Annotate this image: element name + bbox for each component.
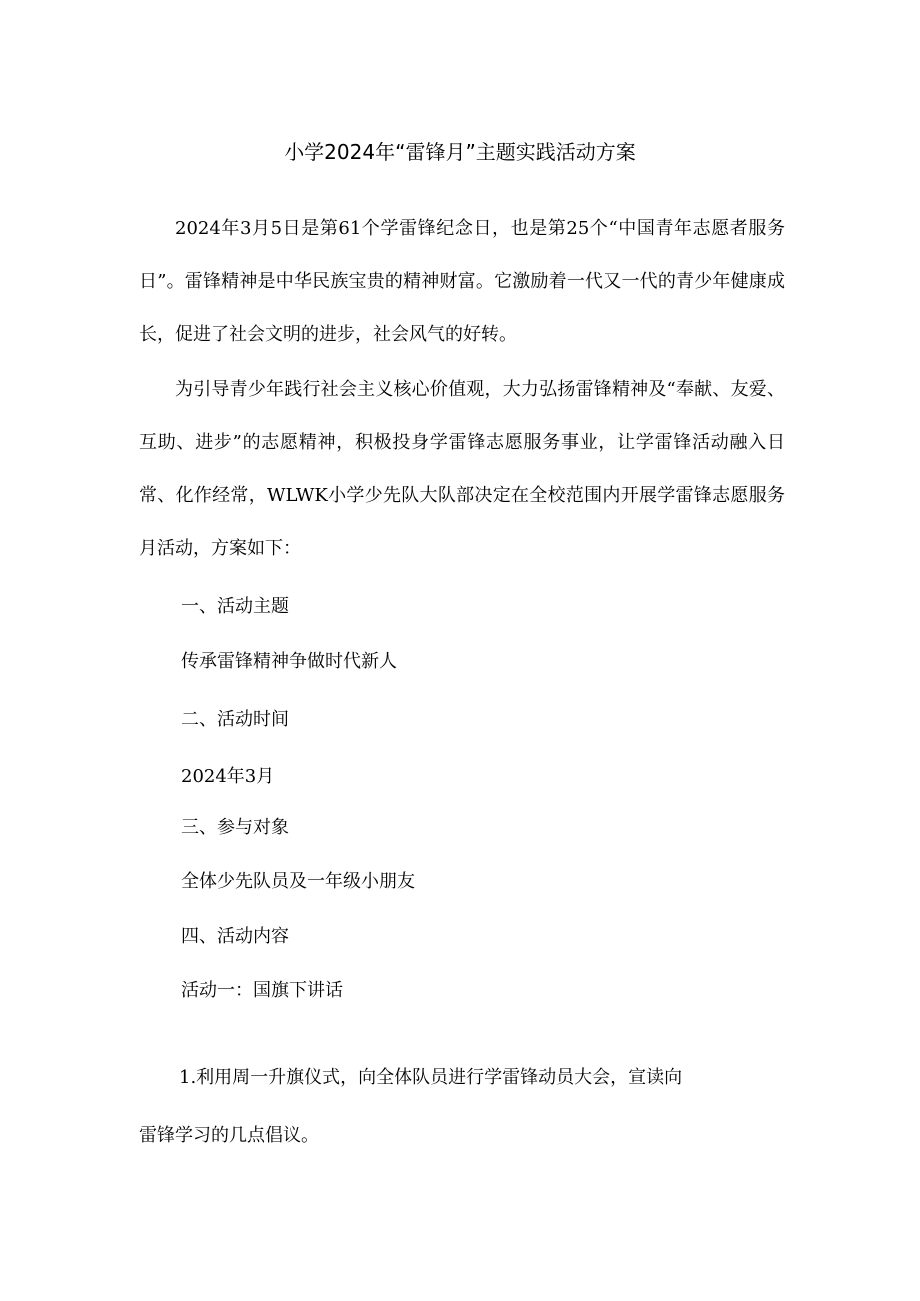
purpose-paragraph: 为引导青少年践行社会主义核心价值观，大力弘扬雷锋精神及“奉献、友爱、互助、进步”的志愿精神，积极投身学雷锋志愿服务事业，让学雷锋活动融入日常、化作经常，WLWK小学少先队大队部决定在全校范围内开展学雷锋志愿服务月活动，方案如下： [139,379,785,559]
section-content-activity-one: 活动一：国旗下讲话 [181,980,343,1001]
section-content-theme: 传承雷锋精神争做时代新人 [181,651,397,672]
section-content-participants: 全体少先队员及一年级小朋友 [181,871,415,892]
section-heading-content: 四、活动内容 [181,926,289,947]
item-one-line-two: 雷锋学习的几点倡议。 [139,1125,319,1146]
intro-paragraph: 2024年3月5日是第61个学雷锋纪念日，也是第25个“中国青年志愿者服务日”。雷锋精神是中华民族宝贵的精神财富。它激励着一代又一代的青少年健康成长，促进了社会文明的进步，社会风气的好转。 [139,218,785,345]
document-title: 小学2024年“雷锋月”主题实践活动方案 [284,140,636,164]
section-heading-time: 二、活动时间 [181,709,289,730]
item-one-line-one: 1.利用周一升旗仪式，向全体队员进行学雷锋动员大会，宣读向 [179,1067,683,1088]
section-content-time: 2024年3月 [181,766,275,787]
section-heading-participants: 三、参与对象 [181,817,289,838]
section-heading-theme: 一、活动主题 [181,596,289,617]
